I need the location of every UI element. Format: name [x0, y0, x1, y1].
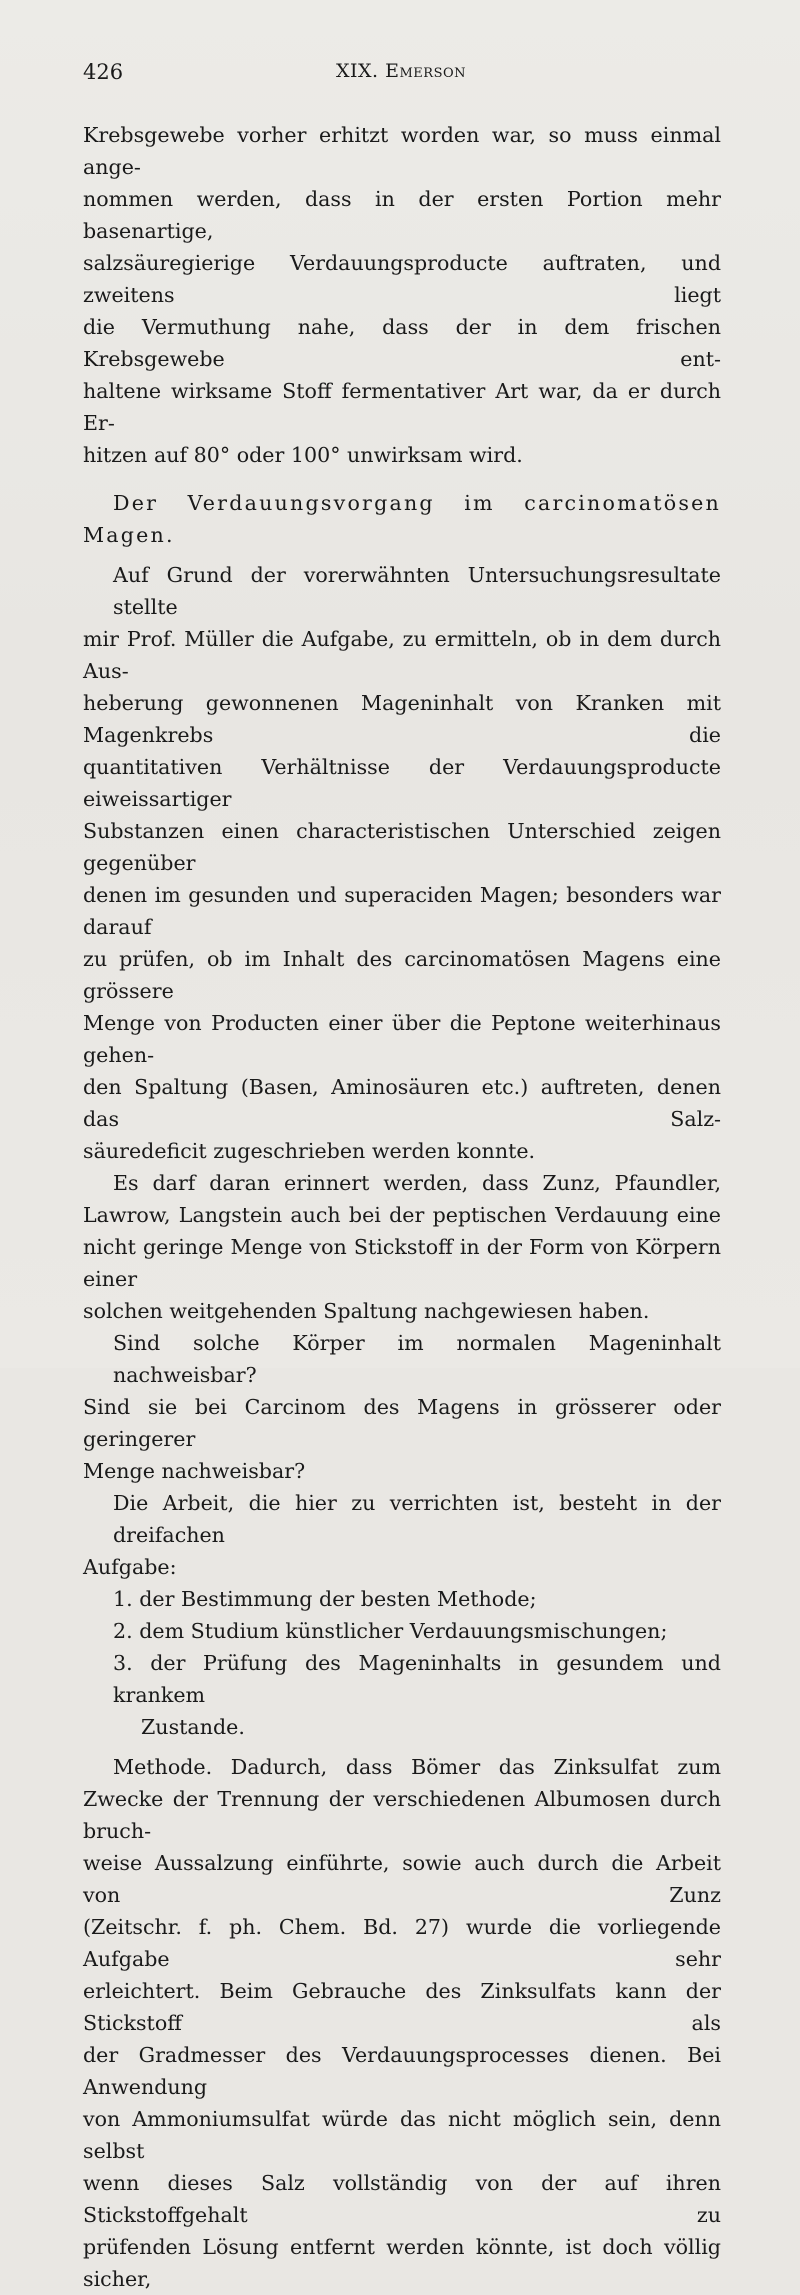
section-heading: Der Verdauungsvorgang im carcinomatösen Magen.: [83, 491, 721, 547]
text-line: nicht geringe Menge von Stickstoff in der Form von Körpern einer: [83, 1235, 721, 1291]
text-line: Substanzen einen characteristischen Unterschied zeigen gegenüber: [83, 819, 721, 875]
paragraph-5: [83, 1487, 721, 1583]
text-line: nommen werden, dass in der ersten Portion mehr basenartige,: [83, 187, 721, 243]
paragraph-1: [83, 119, 721, 471]
text-line: wenn dieses Salz vollständig von der auf ihren Stickstoffgehalt zu: [83, 2171, 721, 2227]
text-line: heberung gewonnenen Mageninhalt von Kranken mit Magenkrebs die: [83, 691, 721, 747]
page-number: 426: [83, 60, 124, 84]
text-line: säuredeficit zugeschrieben werden konnte.: [83, 1139, 536, 1163]
text-line: Menge nachweisbar?: [83, 1459, 306, 1483]
text-line: quantitativen Verhältnisse der Verdauungsproducte eiweissartiger: [83, 755, 721, 811]
text-line: Menge von Producten einer über die Peptone weiterhinaus gehen-: [83, 1011, 721, 1067]
text-line: salzsäuregierige Verdauungsproducte auftraten, und zweitens liegt: [83, 251, 721, 307]
text-line: Es darf daran erinnert werden, dass Zunz, Pfaundler,: [113, 1171, 721, 1195]
paragraph-3: [83, 1167, 721, 1327]
text-line: Lawrow, Langstein auch bei der peptischen Verdauung eine: [83, 1203, 721, 1227]
text-line: hitzen auf 80° oder 100° unwirksam wird.: [83, 443, 523, 467]
text-line: zu prüfen, ob im Inhalt des carcinomatösen Magens eine grössere: [83, 947, 721, 1003]
text-line: die Vermuthung nahe, dass der in dem frischen Krebsgewebe ent-: [83, 315, 721, 371]
text-line: der Gradmesser des Verdauungsprocesses dienen. Bei Anwendung: [83, 2043, 721, 2099]
list-item: 2. dem Studium künstlicher Verdauungsmischungen;: [113, 1619, 668, 1643]
running-head: [83, 60, 719, 82]
paragraph-6: [83, 1751, 721, 2295]
text-line: weise Aussalzung einführte, sowie auch durch die Arbeit von Zunz: [83, 1851, 721, 1907]
text-line: haltene wirksame Stoff fermentativer Art war, da er durch Er-: [83, 379, 721, 435]
list-item: 3. der Prüfung des Mageninhalts in gesundem und krankem: [113, 1651, 721, 1707]
running-head-author: Emerson: [385, 60, 467, 82]
text-line: Krebsgewebe vorher erhitzt worden war, so muss einmal ange-: [83, 123, 721, 179]
body-text: [83, 119, 721, 2295]
text-line: Sind solche Körper im normalen Mageninhalt nachweisbar?: [113, 1331, 721, 1387]
text-line: solchen weitgehenden Spaltung nachgewiesen haben.: [83, 1299, 650, 1323]
text-line: (Zeitschr. f. ph. Chem. Bd. 27) wurde die vorliegende Aufgabe sehr: [83, 1915, 721, 1971]
paragraph-2: [83, 559, 721, 1167]
text-line: Methode. Dadurch, dass Bömer das Zinksulfat zum: [113, 1755, 721, 1779]
text-line: Auf Grund der vorerwähnten Untersuchungsresultate stellte: [113, 563, 721, 619]
list-item-continuation: Zustande.: [141, 1715, 245, 1739]
text-line: Zwecke der Trennung der verschiedenen Albumosen durch bruch-: [83, 1787, 721, 1843]
paragraph-4: [83, 1327, 721, 1487]
text-line: den Spaltung (Basen, Aminosäuren etc.) auftreten, denen das Salz-: [83, 1075, 721, 1131]
text-line: denen im gesunden und superaciden Magen; besonders war darauf: [83, 883, 721, 939]
text-line: erleichtert. Beim Gebrauche des Zinksulfats kann der Stickstoff als: [83, 1979, 721, 2035]
text-line: prüfenden Lösung entfernt werden könnte, ist doch völlig sicher,: [83, 2235, 721, 2291]
running-head-prefix: XIX.: [335, 60, 386, 82]
page-header: [83, 60, 719, 92]
text-line: mir Prof. Müller die Aufgabe, zu ermitteln, ob in dem durch Aus-: [83, 627, 721, 683]
text-line: Aufgabe:: [83, 1555, 177, 1579]
text-line: Die Arbeit, die hier zu verrichten ist, besteht in der dreifachen: [113, 1491, 721, 1547]
text-line: Sind sie bei Carcinom des Magens in grösserer oder geringerer: [83, 1395, 721, 1451]
list-item: 1. der Bestimmung der besten Methode;: [113, 1587, 537, 1611]
task-list: [83, 1583, 721, 1743]
section-heading-paragraph: [83, 487, 721, 551]
text-line: von Ammoniumsulfat würde das nicht möglich sein, denn selbst: [83, 2107, 721, 2163]
